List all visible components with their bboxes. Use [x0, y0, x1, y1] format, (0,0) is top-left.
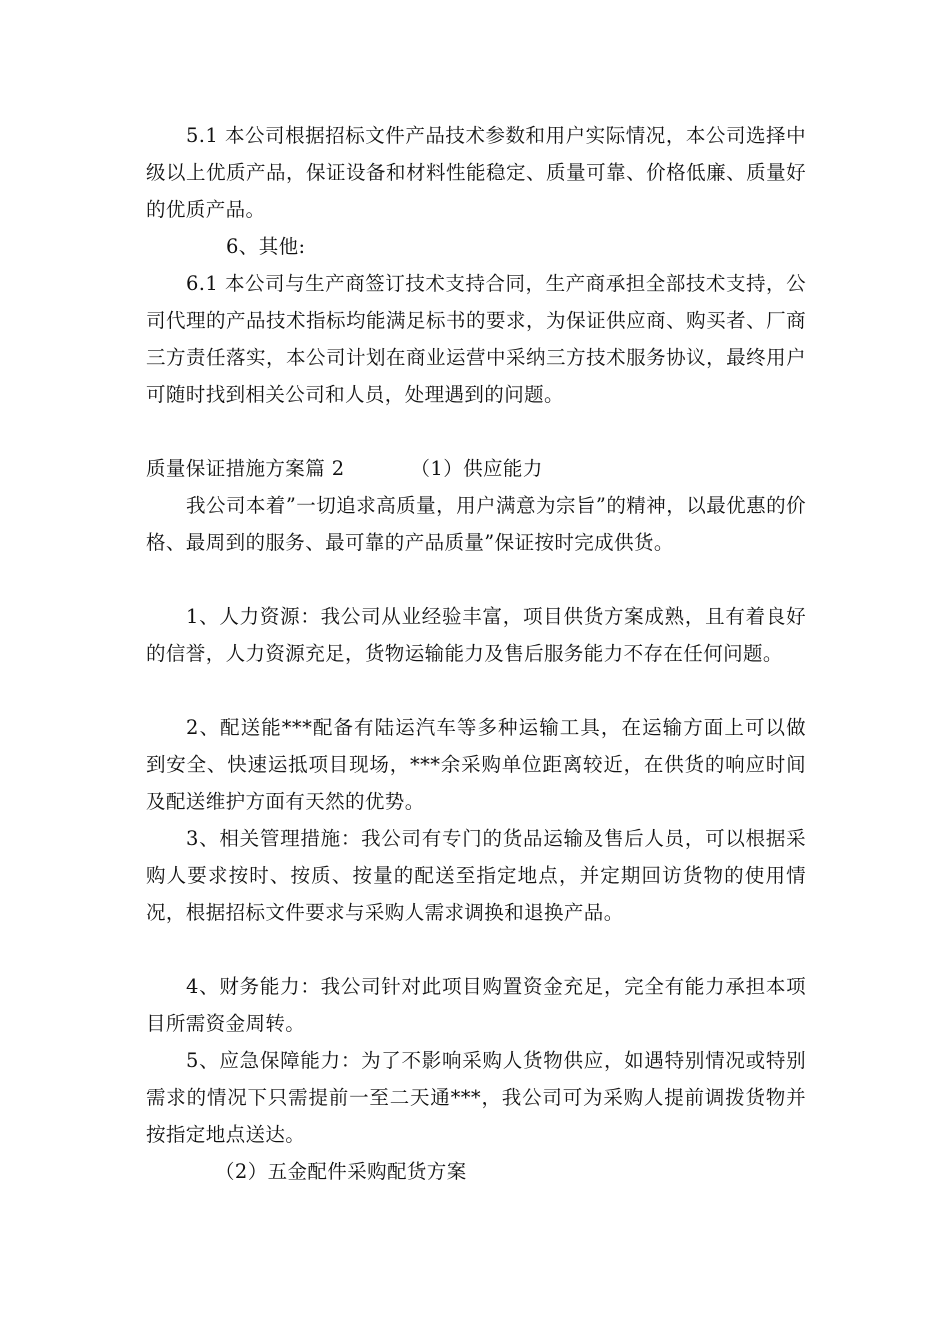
paragraph-4: 4、财务能力：我公司针对此项目购置资金充足，完全有能力承担本项目所需资金周转。	[146, 975, 806, 1035]
subsection-2-heading: （2）五金配件采购配货方案	[215, 1160, 467, 1183]
paragraph-6-1: 6.1 本公司与生产商签订技术支持合同，生产商承担全部技术支持，公司代理的产品技术指标均能满足标书的要求，为保证供应商、购买者、厂商三方责任落实，本公司计划在商业运营中采纳三方技术服务协议，最终用户可随时找到相关公司和人员，处理遇到的问题。	[146, 272, 806, 406]
paragraph-3: 3、相关管理措施：我公司有专门的货品运输及售后人员，可以根据采购人要求按时、按质、按量的配送至指定地点，并定期回访货物的使用情况，根据招标文件要求与采购人需求调换和退换产品。	[146, 827, 806, 924]
section-6-heading: 6、其他:	[226, 235, 306, 258]
paragraph-intro: 我公司本着”一切追求高质量，用户满意为宗旨”的精神，以最优惠的价格、最周到的服务、最可靠的产品质量”保证按时完成供货。	[146, 494, 806, 554]
section-subtitle: （1）供应能力	[410, 457, 543, 480]
section-title: 质量保证措施方案篇 2	[146, 457, 345, 480]
paragraph-5-1: 5.1 本公司根据招标文件产品技术参数和用户实际情况，本公司选择中级以上优质产品，保证设备和材料性能稳定、质量可靠、价格低廉、质量好的优质产品。	[146, 124, 806, 221]
section-heading-line	[146, 450, 543, 487]
paragraph-2: 2、配送能***配备有陆运汽车等多种运输工具，在运输方面上可以做到安全、快速运抵项目现场，***余采购单位距离较近，在供货的响应时间及配送维护方面有天然的优势。	[146, 716, 806, 813]
paragraph-1: 1、人力资源：我公司从业经验丰富，项目供货方案成熟，且有着良好的信誉，人力资源充足，货物运输能力及售后服务能力不存在任何问题。	[146, 605, 806, 665]
paragraph-5: 5、应急保障能力：为了不影响采购人货物供应，如遇特别情况或特别需求的情况下只需提前一至二天通***，我公司可为采购人提前调拨货物并按指定地点送达。	[146, 1049, 806, 1146]
